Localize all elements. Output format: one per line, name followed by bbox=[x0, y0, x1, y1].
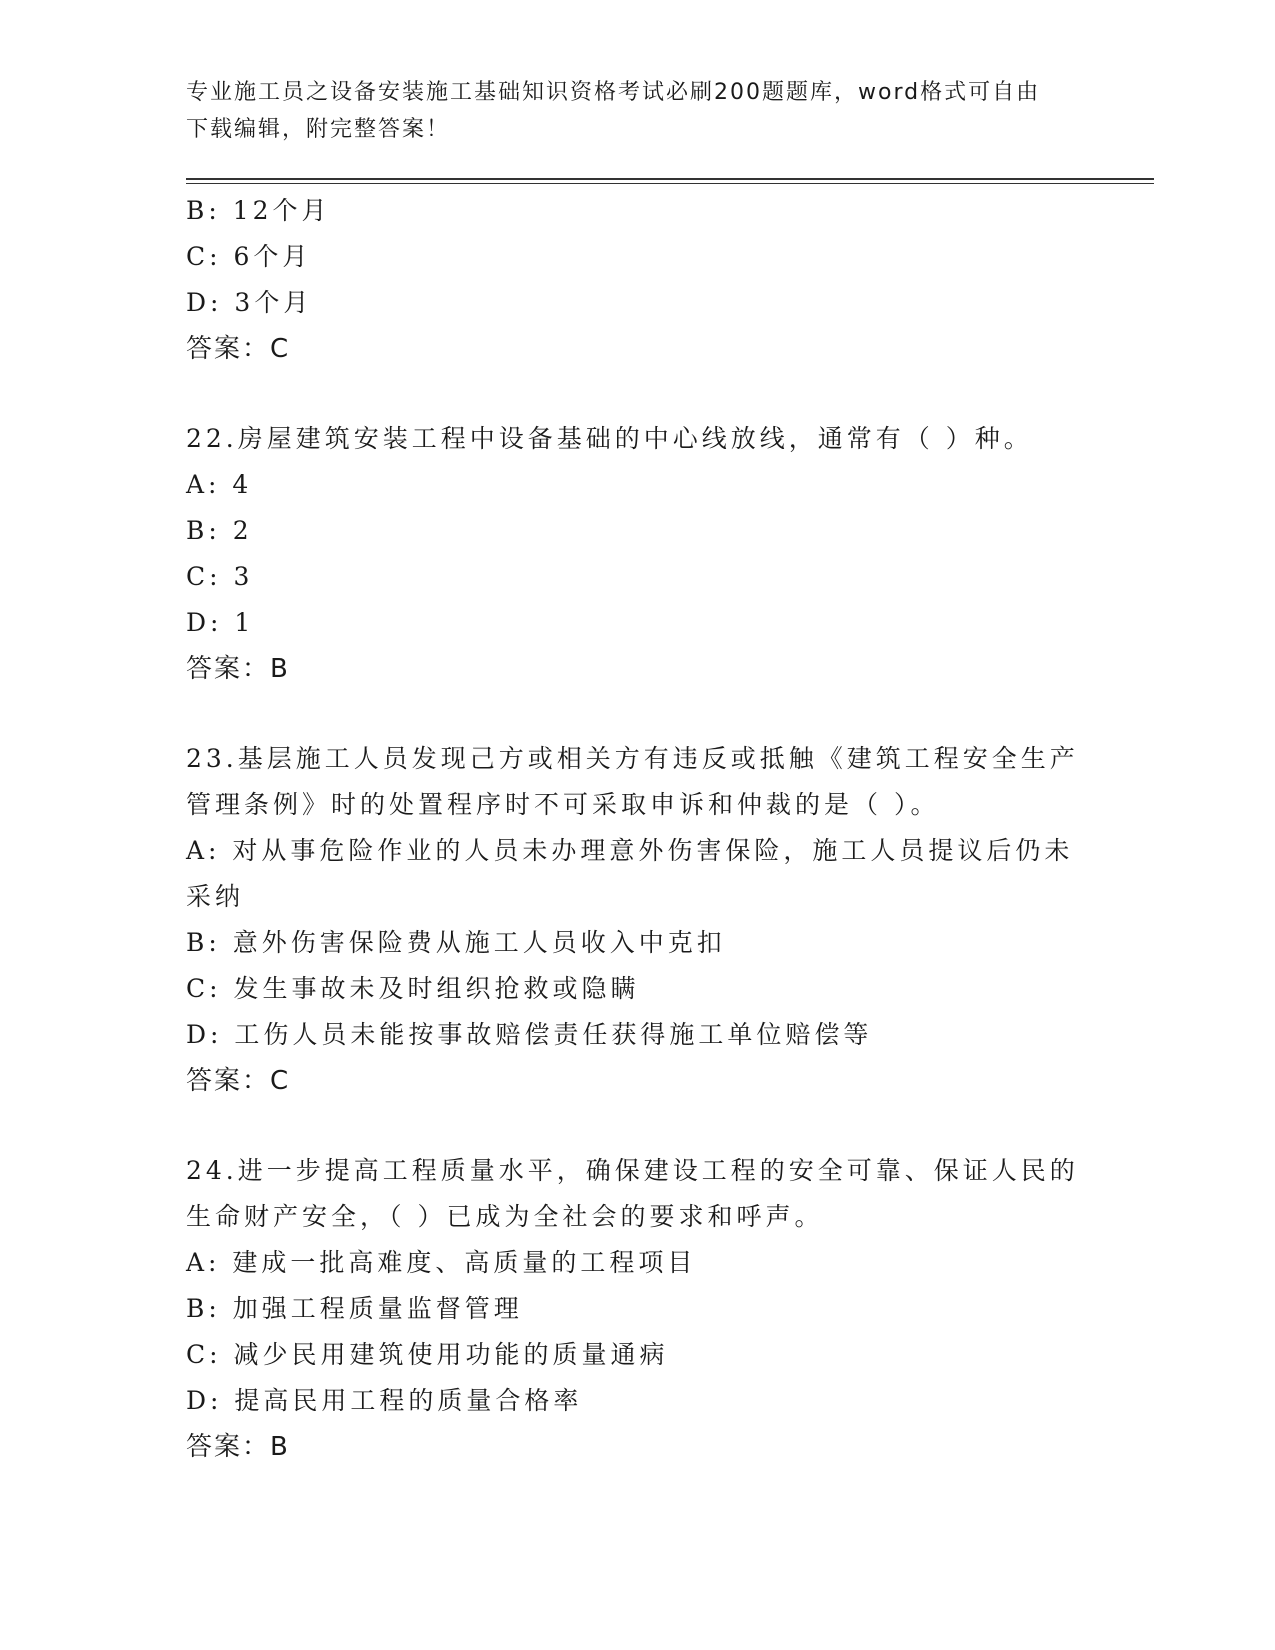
question-spacer bbox=[186, 1104, 1086, 1148]
option-a-line-2: 采纳 bbox=[186, 882, 245, 911]
option-d: D: 1 bbox=[186, 608, 255, 637]
header-line-2: 下载编辑，附完整答案！ bbox=[186, 117, 451, 142]
option-c: C: 发生事故未及时组织抢救或隐瞒 bbox=[186, 974, 640, 1003]
question-stem-line-1: 24.进一步提高工程质量水平，确保建设工程的安全可靠、保证人民的 bbox=[186, 1156, 1079, 1185]
question-stem-line-2: 管理条例》时的处置程序时不可采取申诉和仲裁的是（ ）。 bbox=[186, 790, 940, 819]
question-stem-line-1: 23.基层施工人员发现己方或相关方有违反或抵触《建筑工程安全生产 bbox=[186, 744, 1079, 773]
option-a-line-1: A: 对从事危险作业的人员未办理意外伤害保险，施工人员提议后仍未 bbox=[186, 836, 1074, 865]
question-stem: 22.房屋建筑安装工程中设备基础的中心线放线，通常有（ ）种。 bbox=[186, 424, 1033, 453]
answer-line: 答案：C bbox=[186, 1066, 291, 1096]
document-header bbox=[186, 74, 1066, 148]
option-d: D: 工伤人员未能按事故赔偿责任获得施工单位赔偿等 bbox=[186, 1020, 873, 1049]
option-d: D: 提高民用工程的质量合格率 bbox=[186, 1386, 583, 1415]
question-22 bbox=[186, 416, 1086, 692]
option-b: B: 加强工程质量监督管理 bbox=[186, 1294, 523, 1323]
answer-line: 答案：B bbox=[186, 1432, 290, 1462]
question-list bbox=[186, 188, 1086, 1470]
question-stem-line-2: 生命财产安全，（ ）已成为全社会的要求和呼声。 bbox=[186, 1202, 824, 1231]
answer-line: 答案：B bbox=[186, 654, 290, 684]
option-b: B: 2 bbox=[186, 516, 253, 545]
question-24 bbox=[186, 1148, 1086, 1470]
header-line-1: 专业施工员之设备安装施工基础知识资格考试必刷200题题库，word格式可自由 bbox=[186, 80, 1041, 105]
option-b: B: 意外伤害保险费从施工人员收入中克扣 bbox=[186, 928, 726, 957]
header-divider-thick bbox=[186, 178, 1154, 180]
option-d: D: 3个月 bbox=[186, 288, 313, 317]
question-23 bbox=[186, 736, 1086, 1104]
option-c: C: 减少民用建筑使用功能的质量通病 bbox=[186, 1340, 669, 1369]
option-c: C: 6个月 bbox=[186, 242, 312, 271]
header-divider-thin bbox=[186, 183, 1154, 184]
option-a: A: 建成一批高难度、高质量的工程项目 bbox=[186, 1248, 697, 1277]
question-spacer bbox=[186, 692, 1086, 736]
option-b: B: 12个月 bbox=[186, 196, 331, 225]
option-a: A: 4 bbox=[186, 470, 253, 499]
question-21 bbox=[186, 188, 1086, 372]
answer-line: 答案：C bbox=[186, 334, 291, 364]
option-c: C: 3 bbox=[186, 562, 254, 591]
question-spacer bbox=[186, 372, 1086, 416]
